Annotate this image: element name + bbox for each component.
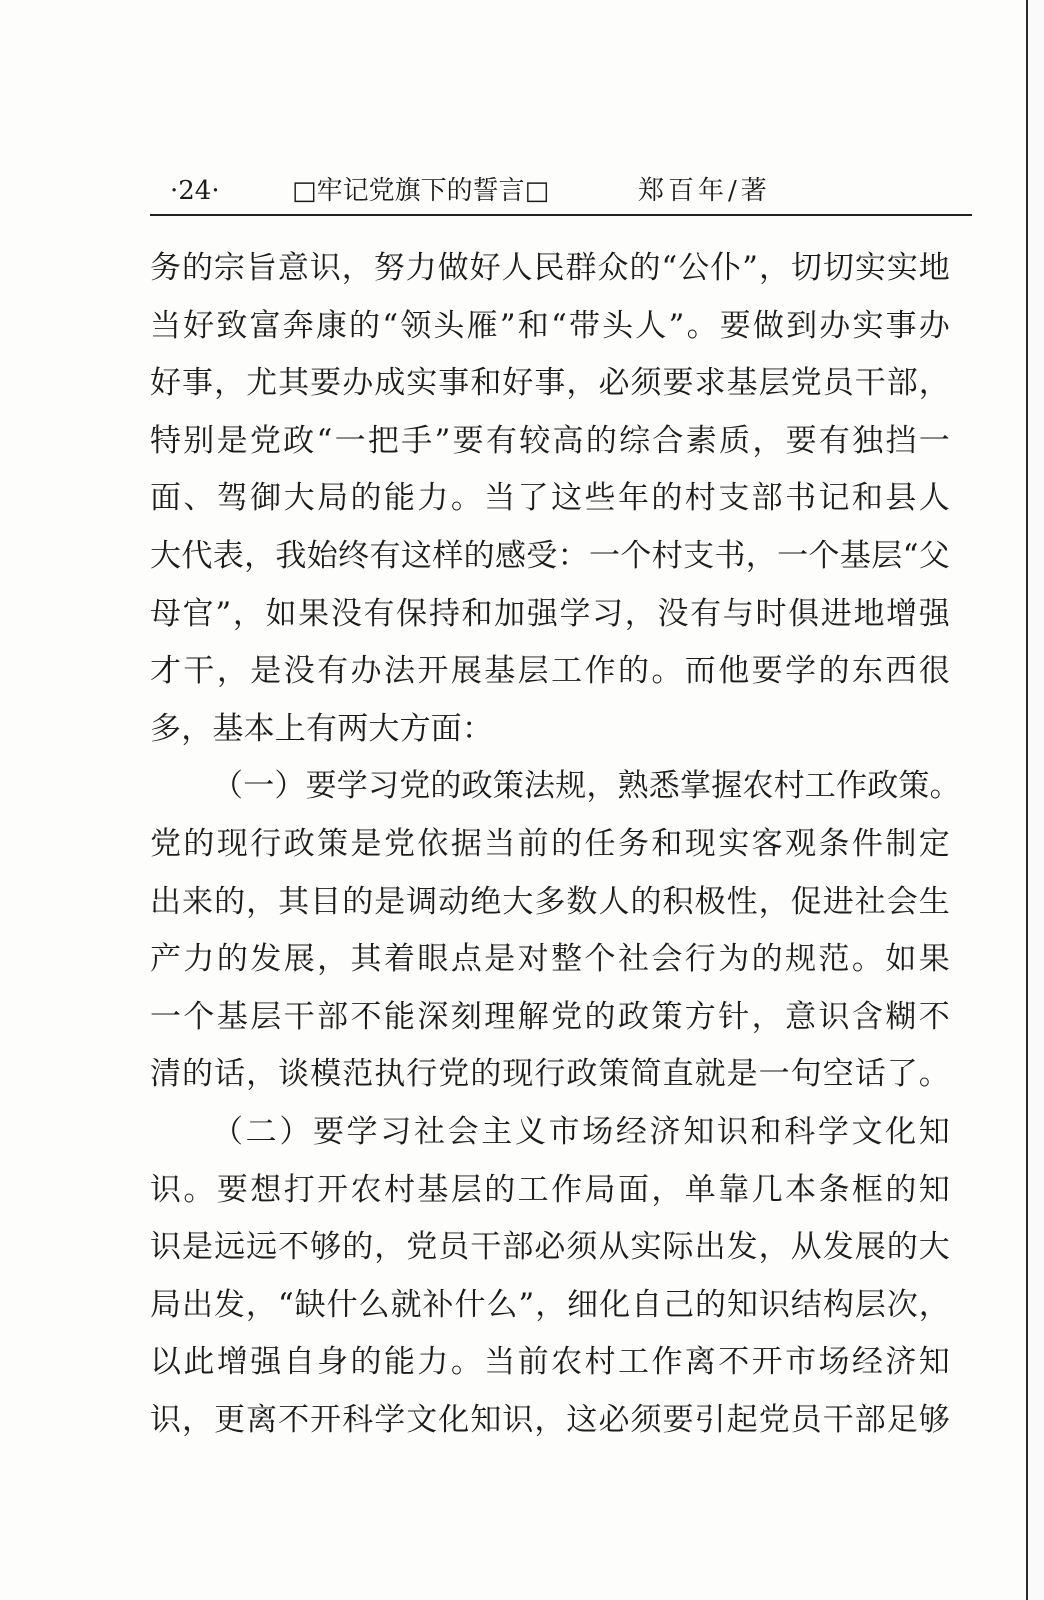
text-line: 面、驾御大局的能力。当了这些年的村支部书记和县人 (150, 480, 950, 517)
text-line: 党的现行政策是党依据当前的任务和现实客观条件制定 (150, 825, 950, 862)
page-number: ·24· (170, 176, 220, 206)
text-line: 好事，尤其要办成实事和好事，必须要求基层党员干部， (150, 365, 950, 402)
text-line: 局出发，“缺什么就补什么”，细化自己的知识结构层次， (150, 1286, 950, 1323)
text-line: 大代表，我始终有这样的感受：一个村支书，一个基层“父 (150, 537, 950, 574)
page-edge (1026, 0, 1044, 1600)
text-line: 出来的，其目的是调动绝大多数人的积极性，促进社会生 (150, 883, 950, 920)
text-line: 母官”，如果没有保持和加强学习，没有与时俱进地增强 (150, 595, 950, 632)
header-rule (150, 214, 972, 216)
text-line: （二）要学习社会主义市场经济知识和科学文化知 (212, 1113, 950, 1150)
text-line: 识是远远不够的，党员干部必须从实际出发，从发展的大 (150, 1229, 950, 1266)
text-line: 务的宗旨意识，努力做好人民群众的“公仆”，切切实实地 (150, 250, 950, 286)
text-line: 才干，是没有办法开展基层工作的。而他要学的东西很 (150, 653, 950, 690)
text-line: 当好致富奔康的“领头雁”和“带头人”。要做到办实事办 (150, 307, 950, 344)
text-line: 多，基本上有两大方面： (150, 710, 494, 747)
text-line: 识。要想打开农村基层的工作局面，单靠几本条框的知 (150, 1171, 950, 1208)
body-text (150, 240, 961, 1449)
author-credit: 郑百年/著 (638, 176, 771, 206)
text-line: 一个基层干部不能深刻理解党的政策方针，意识含糊不 (150, 998, 950, 1035)
text-line: 识，更离不开科学文化知识，这必须要引起党员干部足够 (150, 1401, 950, 1438)
text-line: 以此增强自身的能力。当前农村工作离不开市场经济知 (150, 1344, 950, 1381)
running-header (150, 172, 970, 210)
text-line: （一）要学习党的政策法规，熟悉掌握农村工作政策。 (212, 768, 961, 805)
text-line: 特别是党政“一把手”要有较高的综合素质，要有独挡一 (150, 422, 950, 459)
text-line: 产力的发展，其着眼点是对整个社会行为的规范。如果 (150, 941, 950, 978)
text-line: 清的话，谈模范执行党的现行政策简直就是一句空话了。 (150, 1056, 950, 1093)
book-title: □牢记党旗下的誓言□ (292, 176, 550, 206)
